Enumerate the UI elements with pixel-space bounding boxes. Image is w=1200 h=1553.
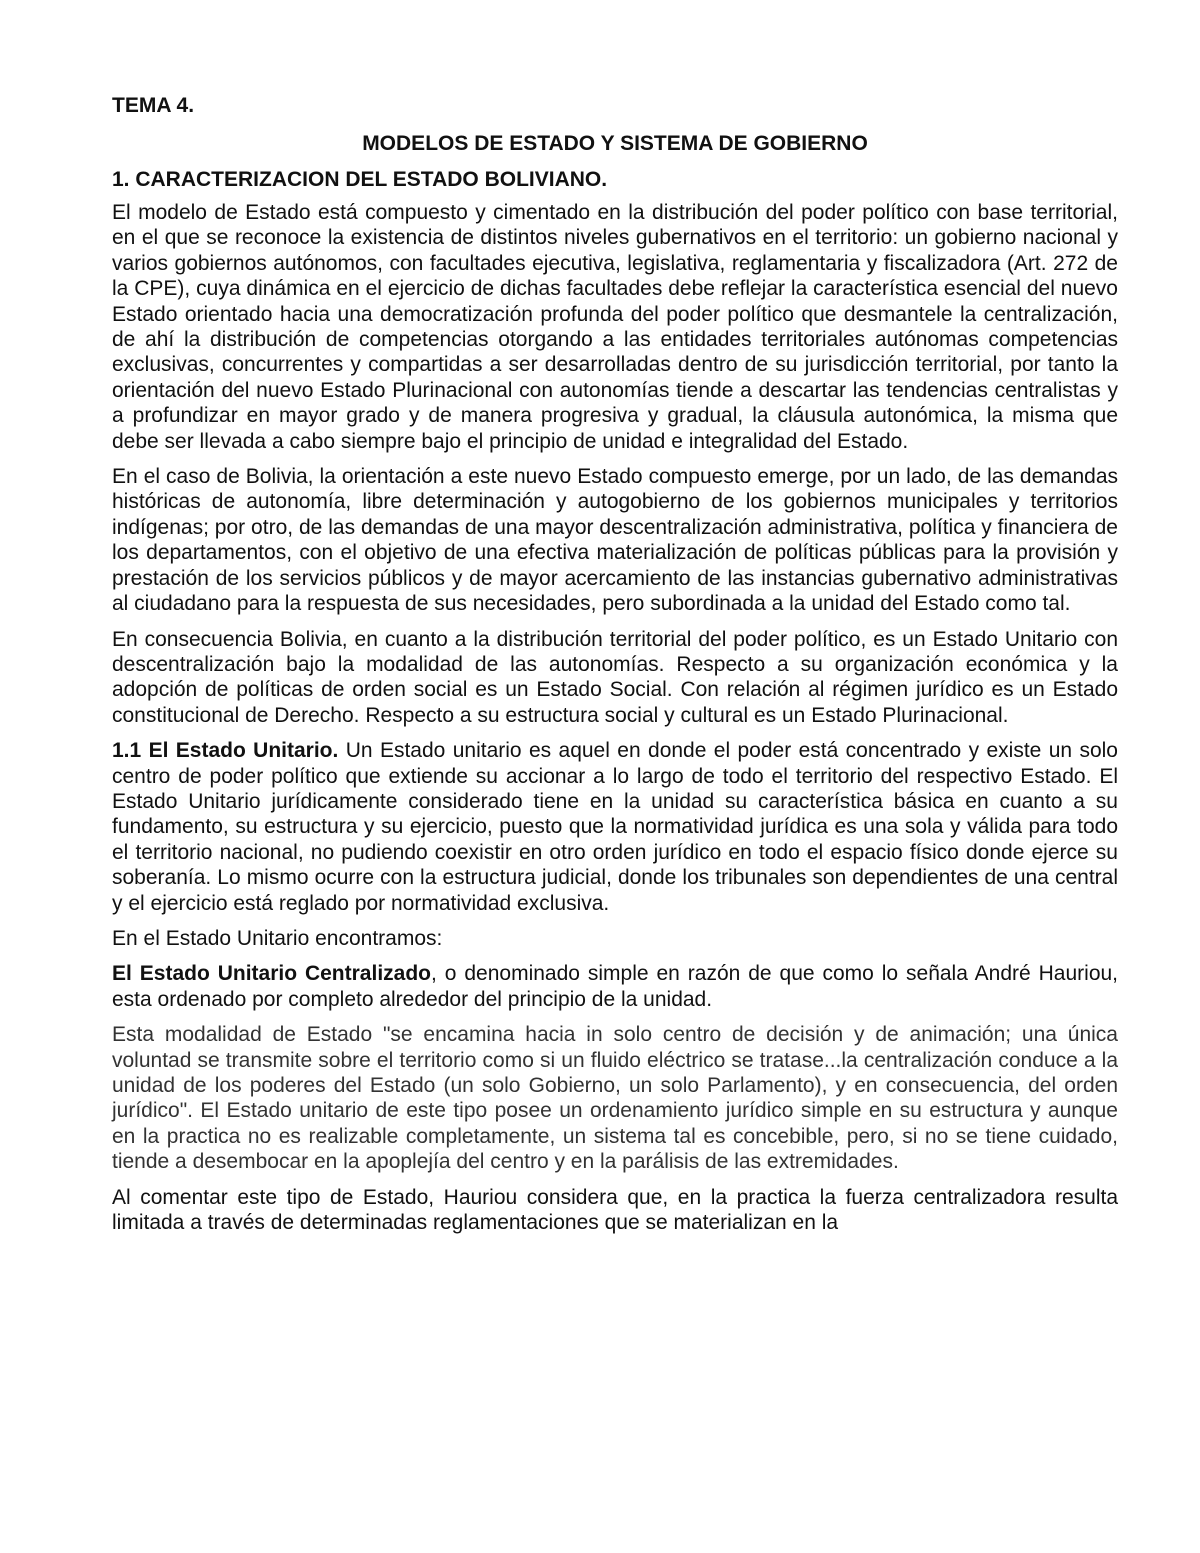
section-heading: 1. CARACTERIZACION DEL ESTADO BOLIVIANO. — [112, 168, 608, 191]
paragraph-5: En el Estado Unitario encontramos: — [112, 926, 443, 950]
subsection-heading: 1.1 El Estado Unitario. — [112, 739, 339, 763]
paragraph-6 — [112, 961, 1118, 1012]
paragraph-7: Esta modalidad de Estado "se encamina hacia in solo centro de decisión y de animación; una única voluntad se transmite sobre el territorio como si un fluido eléctrico se tratase...la centralización conduce a la unidad de los poderes del Estado (un solo Gobierno, un solo Parlamento), y en consecuencia, del orden jurídico". El Estado unitario de este tipo posee un ordenamiento jurídico simple en su estructura y aunque en la practica no es realizable completamente, un sistema tal es concebible, pero, si no se tiene cuidado, tiende a desembocar en la apoplejía del centro y en la parálisis de las extremidades. — [112, 1023, 1118, 1174]
paragraph-4 — [112, 738, 1118, 916]
document-title: MODELOS DE ESTADO Y SISTEMA DE GOBIERNO — [362, 132, 868, 155]
term-heading: El Estado Unitario Centralizado — [112, 962, 431, 986]
paragraph-8: Al comentar este tipo de Estado, Hauriou considera que, en la practica la fuerza centralizadora resulta limitada a través de determinadas reglamentaciones que se materializan en la — [112, 1185, 1118, 1235]
topic-label: TEMA 4. — [112, 94, 195, 117]
paragraph-3: En consecuencia Bolivia, en cuanto a la distribución territorial del poder político, es un Estado Unitario con descentralización bajo la modalidad de las autonomías. Respecto a su organización económica y la adopción de políticas de orden social es un Estado Social. Con relación al régimen jurídico es un Estado constitucional de Derecho. Respecto a su estructura social y cultural es un Estado Plurinacional. — [112, 627, 1118, 727]
paragraph-2: En el caso de Bolivia, la orientación a este nuevo Estado compuesto emerge, por un lado, de las demandas históricas de autonomía, libre determinación y autogobierno de los gobiernos municipales y territorios indígenas; por otro, de las demandas de una mayor descentralización administrativa, política y financiera de los departamentos, con el objetivo de una efectiva materialización de políticas públicas para la provisión y prestación de los servicios públicos y de mayor acercamiento de las instancias gubernativo administrativas al ciudadano para la respuesta de sus necesidades, pero subordinada a la unidad del Estado como tal. — [112, 465, 1118, 616]
paragraph-1: El modelo de Estado está compuesto y cimentado en la distribución del poder político con base territorial, en el que se reconoce la existencia de distintos niveles gubernativos en el territorio: un gobierno nacional y varios gobiernos autónomos, con facultades ejecutiva, legislativa, reglamentaria y fiscalizadora (Art. 272 de la CPE), cuya dinámica en el ejercicio de dichas facultades debe reflejar la característica esencial del nuevo Estado orientado hacia una democratización profunda del poder político que desmantele la centralización, de ahí la distribución de competencias otorgando a las entidades territoriales autónomas competencias exclusivas, concurrentes y compartidas a ser desarrolladas dentro de su jurisdicción territorial, por tanto la orientación del nuevo Estado Plurinacional con autonomías tiende a descartar las tendencias centralistas y a profundizar en mayor grado y de manera progresiva y gradual, la cláusula autonómica, la misma que debe ser llevada a cabo siempre bajo el principio de unidad e integralidad del Estado. — [112, 201, 1118, 453]
paragraph-6-text: , o denominado simple en razón de que como lo señala André Hauriou, esta ordenado por completo alrededor del principio de la unidad. — [112, 962, 1119, 1011]
document-page — [112, 92, 1118, 1245]
paragraph-4-text: Un Estado unitario es aquel en donde el poder está concentrado y existe un solo centro de poder político que extiende su accionar a lo largo de todo el territorio del respectivo Estado. El Estado Unitario jurídicamente considerado tiene en la unidad su característica básica en cuanto a su fundamento, su estructura y su ejercicio, puesto que la normatividad jurídica es una sola y válida para todo el territorio nacional, no pudiendo coexistir en otro orden jurídico en todo el espacio físico donde ejerce su soberanía. Lo mismo ocurre con la estructura judicial, donde los tribunales son dependientes de una central y el ejercicio está reglado por normatividad exclusiva. — [112, 739, 1118, 915]
